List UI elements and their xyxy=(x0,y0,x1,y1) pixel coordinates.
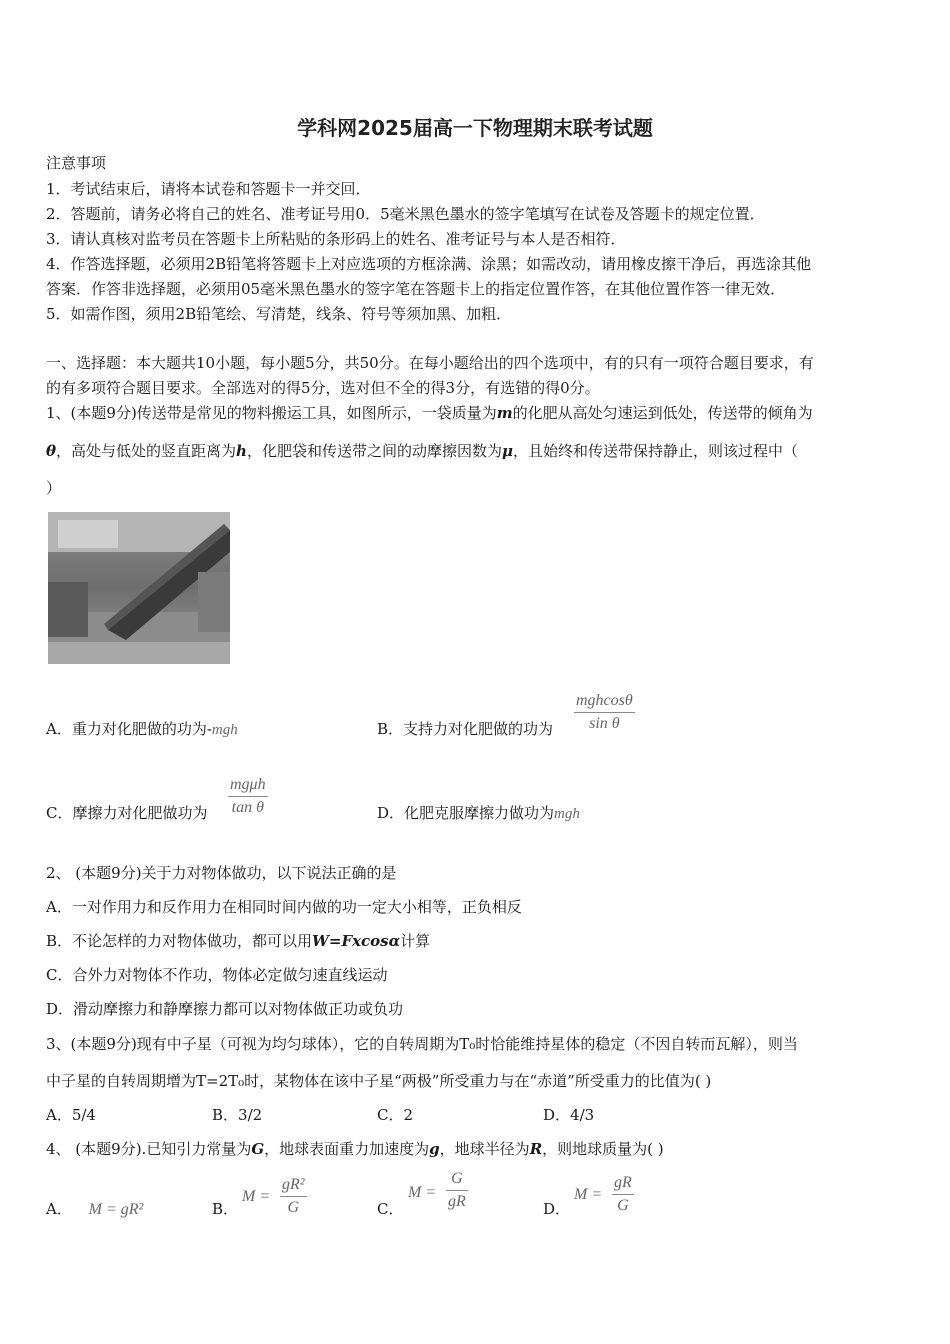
notice-item-3: 3．请认真核对监考员在答题卡上所粘贴的条形码上的姓名、准考证号与本人是否相符． xyxy=(46,230,626,248)
q2-stem: 2、 (本题9分)关于力对物体做功，以下说法正确的是 xyxy=(46,864,397,882)
notice-heading: 注意事项 xyxy=(46,154,107,172)
q3-option-c[interactable]: C．2 xyxy=(377,1106,414,1124)
q4-option-c-label[interactable]: C． xyxy=(377,1200,404,1218)
q4-option-c-fraction: G gR xyxy=(448,1170,466,1210)
q3-option-a[interactable]: A．5/4 xyxy=(46,1106,96,1124)
q3-stem-line1: 3、(本题9分)现有中子星（可视为均匀球体），它的自转周期为T₀时恰能维持星体的稳定（不因自转而瓦解），则当 xyxy=(46,1035,798,1053)
q4-option-a[interactable]: A． M = gR² xyxy=(46,1200,144,1218)
q1-stem-line2: θ，高处与低处的竖直距离为h，化肥袋和传送带之间的动摩擦因数为μ，且始终和传送带保持静止，则该过程中（ xyxy=(46,442,798,460)
section-instructions-line2: 的有多项符合题目要求。全部选对的得5分，选对但不全的得3分，有选错的得0分。 xyxy=(46,379,600,397)
page-title: 学科网2025届高一下物理期末联考试题 xyxy=(297,116,653,140)
q4-option-b-label[interactable]: B． xyxy=(212,1200,239,1218)
q4-option-b-lhs: M = xyxy=(242,1188,271,1205)
q4-option-d-lhs: M = xyxy=(574,1186,603,1203)
q1-stem-line3: ） xyxy=(46,479,62,497)
q4-option-b-fraction: gR² G xyxy=(282,1176,305,1216)
conveyor-belt-photo xyxy=(48,512,230,664)
q4-option-d-fraction: gR G xyxy=(614,1174,632,1214)
notice-item-4-cont: 答案．作答非选择题，必须用05毫米黑色墨水的签字笔在答题卡上的指定位置作答，在其他位置作答一律无效． xyxy=(46,280,786,298)
q2-option-d[interactable]: D．滑动摩擦力和静摩擦力都可以对物体做正功或负功 xyxy=(46,1000,404,1018)
q1-stem-line1: 1、(本题9分)传送带是常见的物料搬运工具，如图所示，一袋质量为m的化肥从高处匀速运到低处，传送带的倾角为 xyxy=(46,404,813,422)
q3-option-b[interactable]: B．3/2 xyxy=(212,1106,263,1124)
q1-option-c-fraction: mgμh tan θ xyxy=(230,776,266,816)
q2-option-c[interactable]: C．合外力对物体不作功，物体必定做匀速直线运动 xyxy=(46,966,388,984)
q1-option-c[interactable]: C．摩擦力对化肥做功为 xyxy=(46,804,208,822)
notice-item-5: 5．如需作图，须用2B铅笔绘、写清楚，线条、符号等须加黑、加粗． xyxy=(46,305,512,323)
q1-option-d[interactable]: D．化肥克服摩擦力做功为mgh xyxy=(377,804,580,822)
section-instructions-line1: 一、选择题：本大题共10小题，每小题5分，共50分。在每小题给出的四个选项中，有的只有一项符合题目要求，有 xyxy=(46,354,814,372)
q1-option-b-fraction: mghcosθ sin θ xyxy=(576,692,633,732)
q1-option-a[interactable]: A．重力对化肥做的功为-mgh xyxy=(46,720,238,738)
q4-option-c-lhs: M = xyxy=(408,1184,437,1201)
q1-option-b[interactable]: B．支持力对化肥做的功为 xyxy=(377,720,554,738)
notice-item-2: 2．答题前，请务必将自己的姓名、准考证号用0．5毫米黑色墨水的签字笔填写在试卷及答题卡的规定位置． xyxy=(46,205,765,223)
q4-option-d-label[interactable]: D． xyxy=(543,1200,571,1218)
q3-stem-line2: 中子星的自转周期增为T=2T₀时，某物体在该中子星“两极”所受重力与在“赤道”所受重力的比值为( ) xyxy=(46,1072,712,1090)
notice-item-1: 1．考试结束后，请将本试卷和答题卡一并交回． xyxy=(46,180,371,198)
q2-option-b[interactable]: B．不论怎样的力对物体做功，都可以用W=Fxcosα计算 xyxy=(46,932,431,950)
q3-option-d[interactable]: D．4/3 xyxy=(543,1106,595,1124)
notice-item-4: 4．作答选择题，必须用2B铅笔将答题卡上对应选项的方框涂满、涂黑；如需改动，请用橡皮擦干净后，再选涂其他 xyxy=(46,255,812,273)
q4-stem: 4、 (本题9分).已知引力常量为G，地球表面重力加速度为g，地球半径为R，则地球质量为( ) xyxy=(46,1140,664,1158)
q2-option-a[interactable]: A．一对作用力和反作用力在相同时间内做的功一定大小相等，正负相反 xyxy=(46,898,522,916)
